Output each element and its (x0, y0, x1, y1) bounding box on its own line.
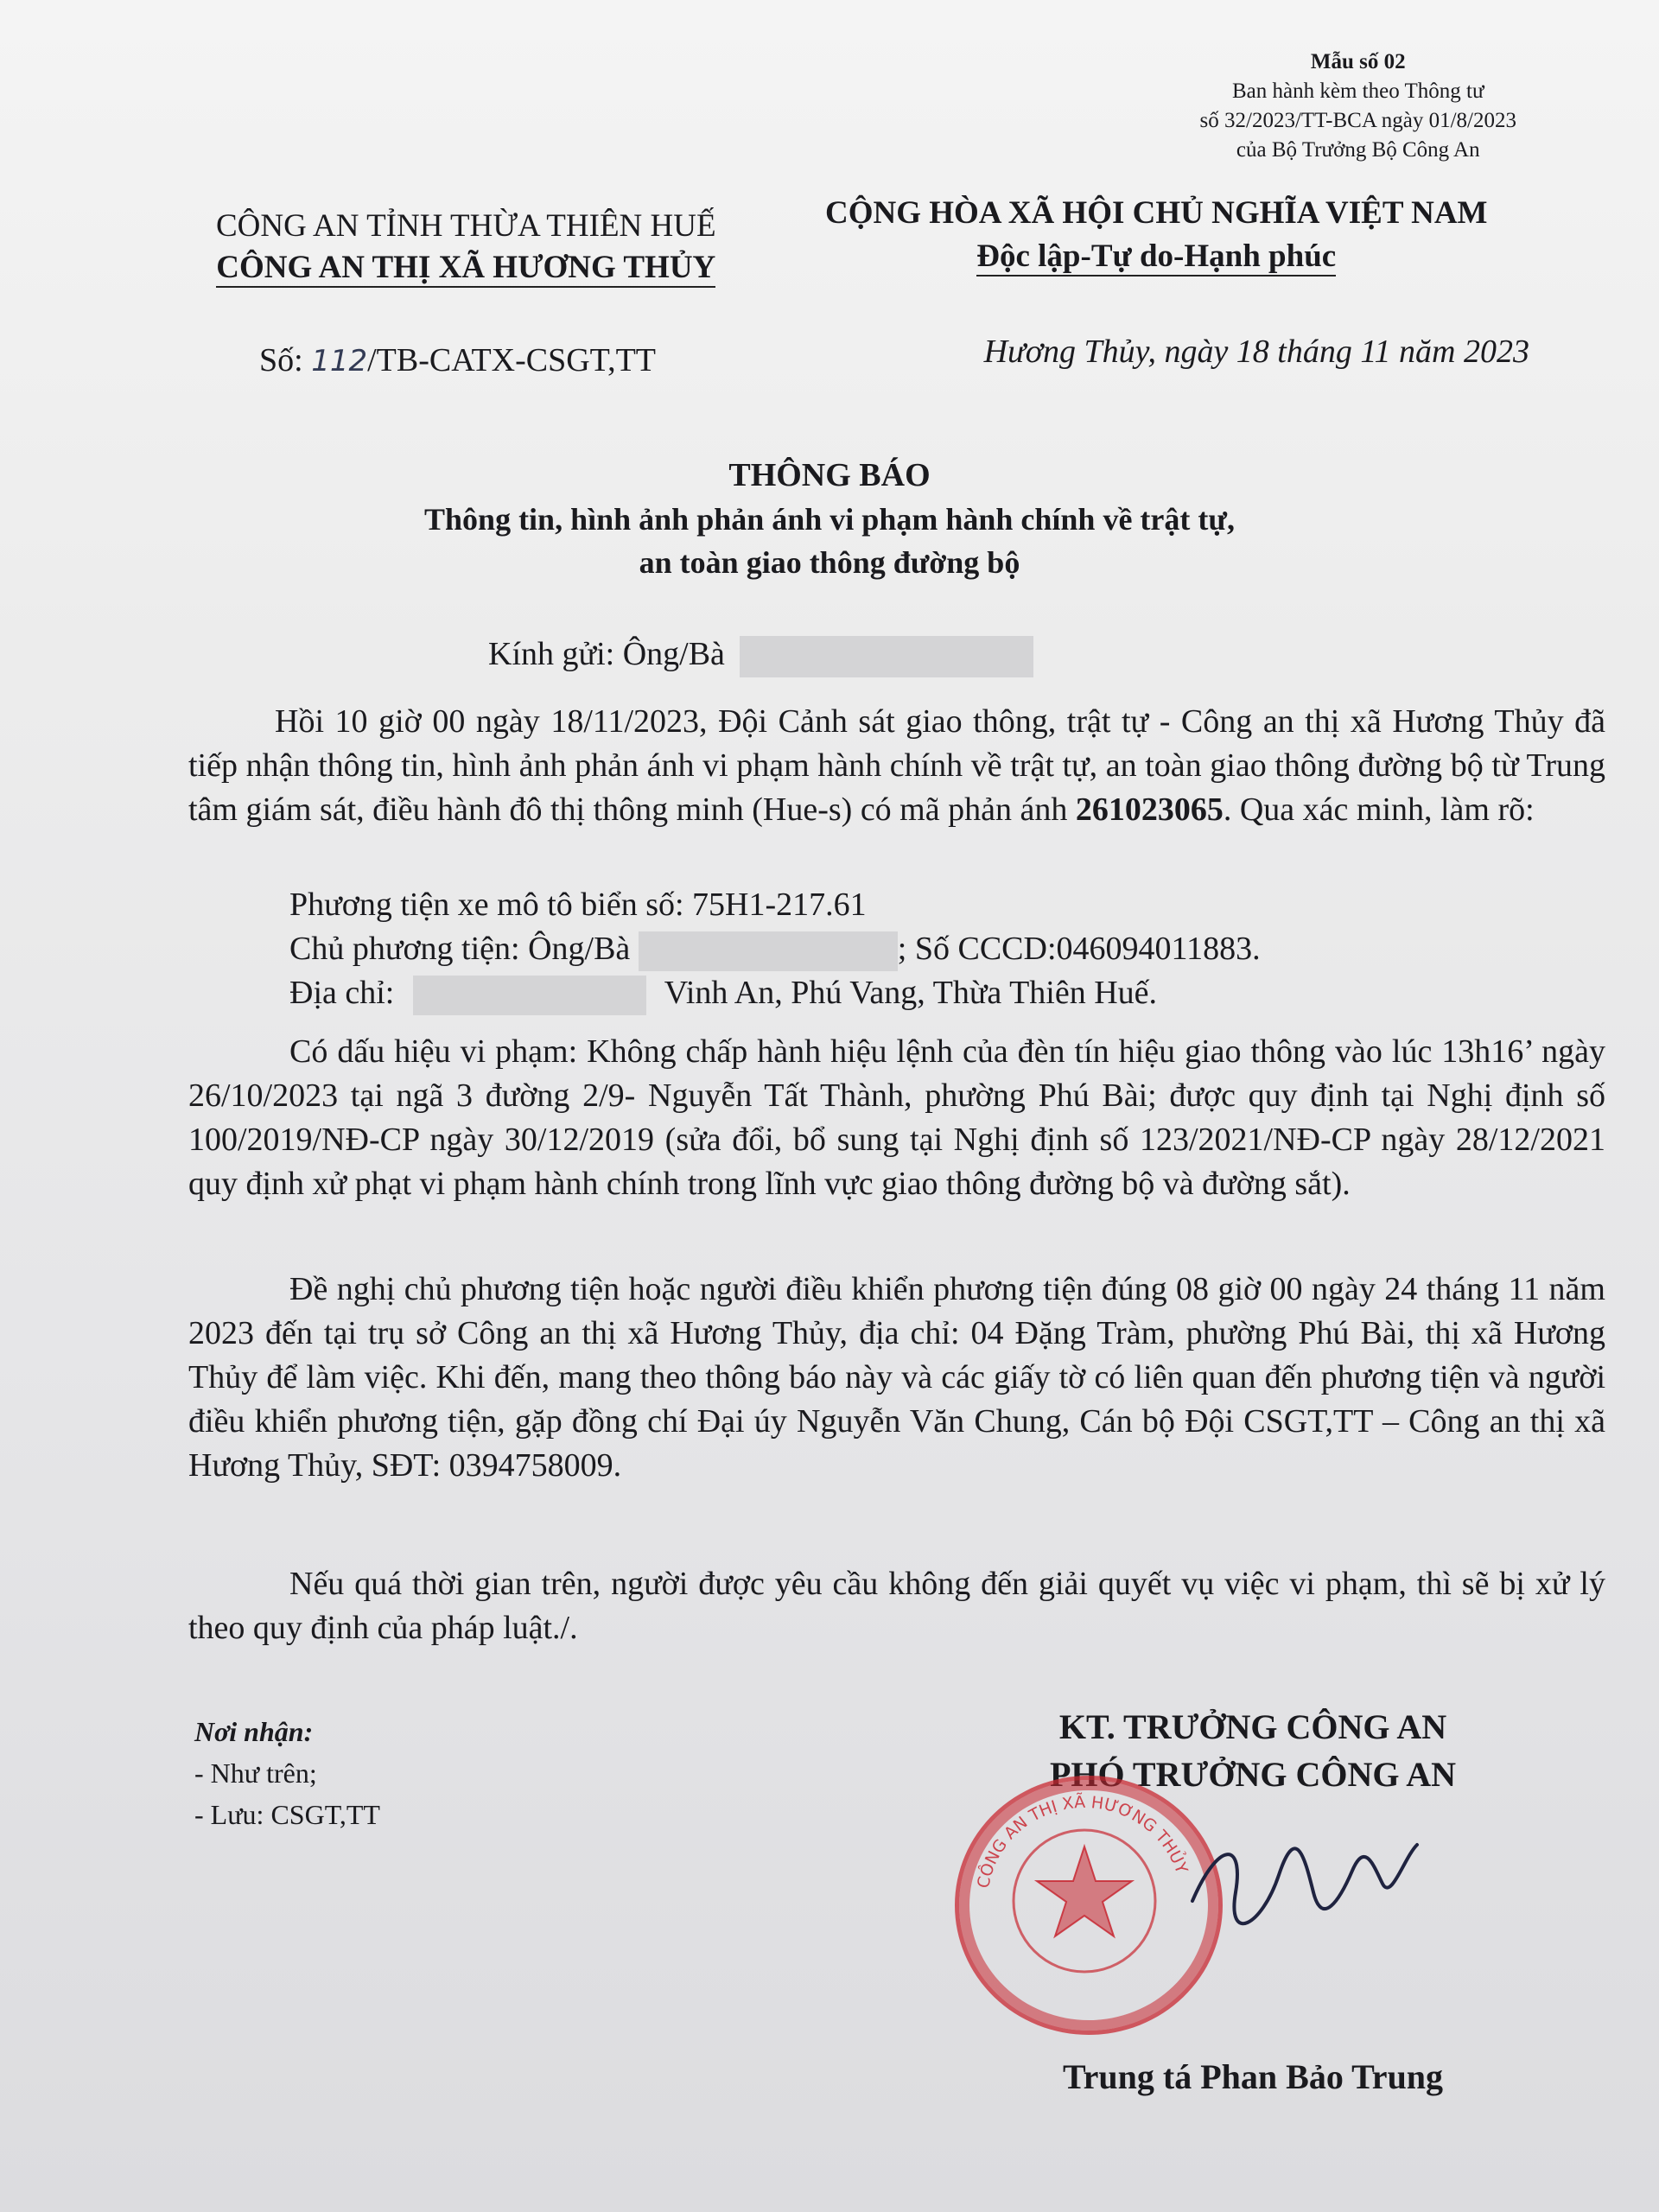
report-text-end: . Qua xác minh, làm rõ: (1223, 791, 1535, 828)
addressee-label: Kính gửi: Ông/Bà (488, 636, 725, 672)
document-subtitle-2 (0, 544, 1659, 581)
document-subtitle-1: Thông tin, hình ảnh phản ánh vi phạm hành chính về trật tự, (424, 502, 1235, 537)
paragraph-request: Đề nghị chủ phương tiện hoặc người điều khiển phương tiện đúng 08 giờ 00 ngày 24 tháng 11 năm 2023 đến tại trụ sở Công an thị xã Hương Thủy, địa chỉ: 04 Đặng Tràm, phường Phú Bài, thị xã Hương Thủy để làm việc. Khi đến, mang theo thông báo này và các giấy tờ có liên quan đến phương tiện và người điều khiển phương tiện, gặp đồng chí Đại úy Nguyễn Văn Chung, Cán bộ Đội CSGT,TT – Công an thị xã Hương Thủy, SĐT: 0394758009. (188, 1271, 1605, 1484)
agency-name: CÔNG AN THỊ XÃ HƯƠNG THỦY (216, 250, 715, 288)
recipient-item-2: - Lưu: CSGT,TT (194, 1799, 380, 1830)
vehicle-line: Phương tiện xe mô tô biển số: 75H1-217.61 (289, 887, 867, 923)
owner-label: Chủ phương tiện: Ông/Bà (289, 931, 631, 967)
official-stamp (955, 1776, 1223, 2035)
paragraph-report (188, 700, 1605, 832)
redacted-owner (639, 931, 898, 971)
form-issued-line-1: Ban hành kèm theo Thông tư (1232, 79, 1484, 103)
nation-header (825, 192, 1487, 278)
paragraph-violation: Có dấu hiệu vi phạm: Không chấp hành hiệu lệnh của đèn tín hiệu giao thông vào lúc 13h16’ ngày 26/10/2023 tại ngã 3 đường 2/9- Nguyễn Tất Thành, phường Phú Bài; được quy định tại Nghị định số 100/2019/NĐ-CP ngày 30/12/2019 (sửa đổi, bổ sung tại Nghị định số 123/2021/NĐ-CP ngày 28/12/2021 quy định xử phạt vi phạm hành chính trong lĩnh vực giao thông đường bộ và đường sắt). (188, 1033, 1605, 1202)
recipients (194, 1711, 380, 1835)
stamp-ring-textpath: CÔNG AN THỊ XÃ HƯƠNG THỦY (974, 1792, 1192, 1891)
agency-parent: CÔNG AN TỈNH THỪA THIÊN HUẾ (216, 208, 716, 244)
place-date: Hương Thủy, ngày 18 tháng 11 năm 2023 (983, 334, 1529, 370)
redacted-name (740, 636, 1033, 677)
owner-id: ; Số CCCD:046094011883. (897, 931, 1261, 967)
report-text: Hồi 10 giờ 00 ngày 18/11/2023, Đội Cảnh sát giao thông, trật tự - Công an thị xã Hương Thủy đã tiếp nhận thông tin, hình ảnh phản ánh vi phạm hành chính về trật tự, an toàn giao thông đường bộ từ Trung tâm giám sát, điều hành đô thị thông minh (Hue-s) có mã phản ánh (188, 703, 1605, 828)
doc-number-suffix: /TB-CATX-CSGT,TT (367, 342, 657, 378)
document-number (259, 341, 656, 379)
handwritten-signature (1184, 1823, 1443, 1936)
nation-name: CỘNG HÒA XÃ HỘI CHỦ NGHĨA VIỆT NAM (825, 195, 1488, 231)
document-title: THÔNG BÁO (728, 457, 931, 493)
agency-header (216, 206, 716, 289)
address-label: Địa chỉ: (289, 975, 395, 1011)
owner-line (289, 930, 1261, 971)
redacted-address (413, 976, 646, 1015)
paragraph-warning: Nếu quá thời gian trên, người được yêu cầu không đến giải quyết vụ việc vi phạm, thì sẽ bị xử lý theo quy định của pháp luật./. (188, 1566, 1605, 1646)
form-reference (1200, 48, 1516, 165)
address-value: Vinh An, Phú Vang, Thừa Thiên Huế. (664, 975, 1158, 1011)
nation-motto: Độc lập-Tự do-Hạnh phúc (976, 238, 1336, 276)
stamp-star-icon (1037, 1847, 1132, 1936)
signature-stroke (1192, 1845, 1417, 1923)
doc-number-prefix: Số: (259, 342, 303, 378)
signature-title-1: KT. TRƯỞNG CÔNG AN (1058, 1707, 1447, 1746)
signature-title-2: PHÓ TRƯỞNG CÔNG AN (1049, 1755, 1457, 1794)
doc-number-handwritten: 112 (311, 344, 368, 378)
form-number: Mẫu số 02 (1310, 50, 1406, 73)
report-code: 261023065 (1075, 791, 1224, 828)
document-subtitle-2-text: an toàn giao thông đường bộ (639, 545, 1020, 580)
form-issued-line-2: số 32/2023/TT-BCA ngày 01/8/2023 (1199, 109, 1516, 132)
signer-name: Trung tá Phan Bảo Trung (1062, 2057, 1444, 2096)
address-line (289, 974, 1157, 1015)
stamp-graphic (955, 1776, 1214, 2026)
form-issued-line-3: của Bộ Trưởng Bộ Công An (1236, 138, 1480, 162)
recipient-item-1: - Như trên; (194, 1758, 317, 1789)
addressee (488, 635, 1033, 677)
recipients-label: Nơi nhận: (194, 1716, 314, 1747)
